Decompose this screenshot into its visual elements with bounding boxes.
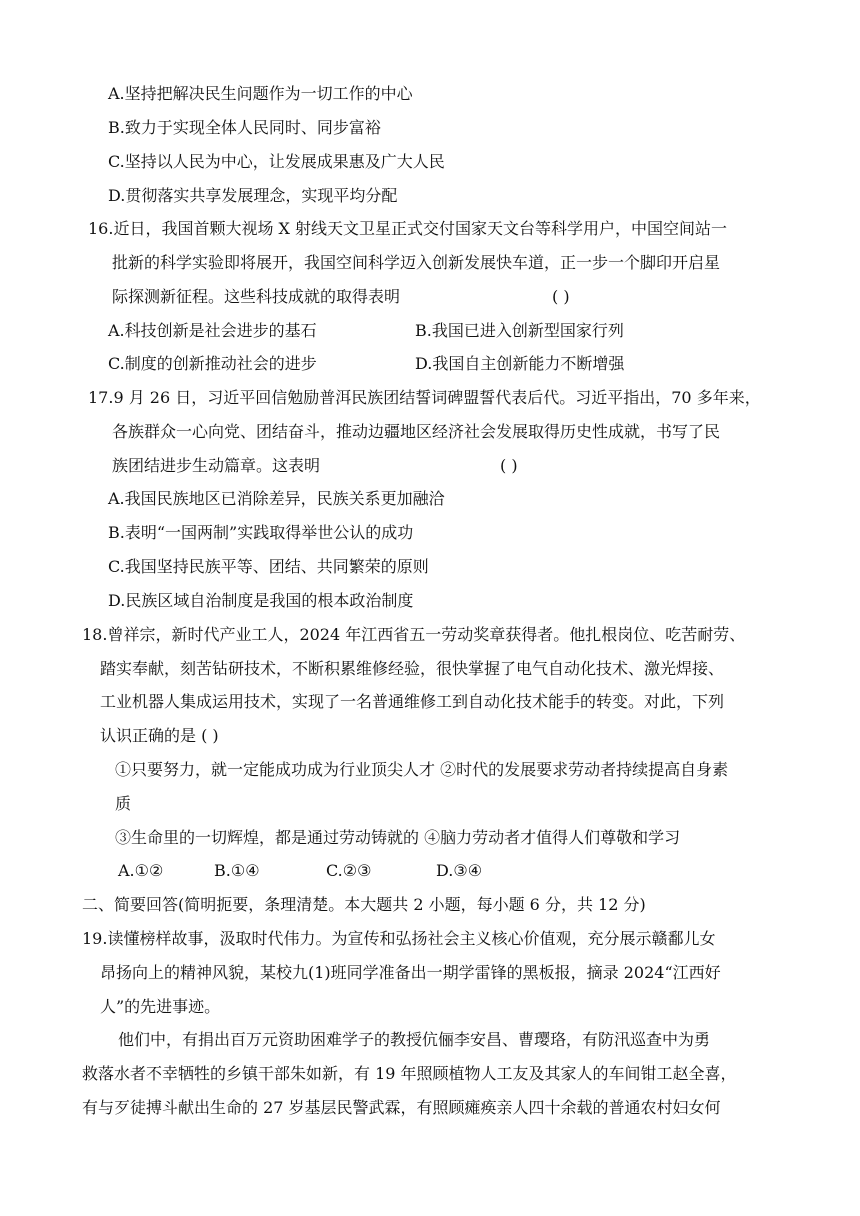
q16-option-a: A.科技创新是社会进步的基石 bbox=[108, 321, 317, 340]
q18-stem-line-2: 踏实奉献，刻苦钻研技术，不断积累维修经验，很快掌握了电气自动化技术、激光焊接、 bbox=[100, 659, 725, 678]
q18-stem-line-1: 18.曾祥宗，新时代产业工人，2024 年江西省五一劳动奖章获得者。他扎根岗位、吃苦耐劳、 bbox=[82, 625, 746, 644]
q17-stem-line-1: 17.9 月 26 日，习近平回信勉励普洱民族团结誓词碑盟誓代表后代。习近平指出，70 多年来， bbox=[88, 388, 761, 407]
q18-statement-line-2: 质 bbox=[115, 794, 132, 813]
q18-statement-line-3: ③生命里的一切辉煌，都是通过劳动铸就的 ④脑力劳动者才值得人们尊敬和学习 bbox=[115, 828, 681, 847]
q19-stem-line-2: 昂扬向上的精神风貌，某校九(1)班同学准备出一期学雷锋的黑板报，摘录 2024“江西好 bbox=[100, 963, 721, 982]
q18-statement-line-1: ①只要努力，就一定能成功成为行业顶尖人才 ②时代的发展要求劳动者持续提高自身素 bbox=[115, 760, 729, 779]
q17-option-c: C.我国坚持民族平等、团结、共同繁荣的原则 bbox=[108, 557, 429, 576]
q17-option-a: A.我国民族地区已消除差异，民族关系更加融洽 bbox=[108, 489, 445, 508]
q19-paragraph-line-1: 他们中，有捐出百万元资助困难学子的教授伉俪李安昌、曹璎珞，有防汛巡查中为勇 bbox=[118, 1030, 711, 1049]
q16-stem-line-3: 际探测新征程。这些科技成就的取得表明 bbox=[112, 287, 401, 306]
q19-stem-line-1: 19.读懂榜样故事，汲取时代伟力。为宣传和弘扬社会主义核心价值观，充分展示赣鄱儿女 bbox=[82, 929, 716, 948]
q18-option-a: A.①② bbox=[118, 861, 164, 880]
q16-stem-line-1: 16.近日，我国首颗大视场 X 射线天文卫星正式交付国家天文台等科学用户，中国空间站一 bbox=[88, 219, 728, 238]
q15-option-c: C.坚持以人民为中心，让发展成果惠及广大人民 bbox=[108, 152, 445, 171]
q18-stem-line-3: 工业机器人集成运用技术，实现了一名普通维修工到自动化技术能手的转变。对此，下列 bbox=[100, 692, 725, 711]
q17-option-b: B.表明“一国两制”实践取得举世公认的成功 bbox=[108, 523, 414, 542]
q17-stem-line-2: 各族群众一心向党、团结奋斗，推动边疆地区经济社会发展取得历史性成就，书写了民 bbox=[112, 422, 721, 441]
q15-option-d: D.贯彻落实共享发展理念，实现平均分配 bbox=[108, 186, 398, 205]
q19-paragraph-line-3: 有与歹徒搏斗献出生命的 27 岁基层民警武霖，有照顾瘫痪亲人四十余载的普通农村妇女何 bbox=[82, 1098, 721, 1117]
q16-option-b: B.我国已进入创新型国家行列 bbox=[415, 321, 624, 340]
q19-paragraph-line-2: 救落水者不幸牺牲的乡镇干部朱如新，有 19 年照顾植物人工友及其家人的车间钳工赵全喜， bbox=[82, 1064, 737, 1083]
q18-option-b: B.①④ bbox=[214, 861, 260, 880]
q15-option-b: B.致力于实现全体人民同时、同步富裕 bbox=[108, 118, 381, 137]
q19-stem-line-3: 人”的先进事迹。 bbox=[100, 997, 221, 1016]
q18-option-c: C.②③ bbox=[326, 861, 372, 880]
q16-option-d: D.我国自主创新能力不断增强 bbox=[415, 354, 625, 373]
q16-option-c: C.制度的创新推动社会的进步 bbox=[108, 354, 317, 373]
q16-answer-blank: ( ) bbox=[552, 287, 570, 306]
q17-answer-blank: ( ) bbox=[500, 456, 518, 475]
q18-stem-line-4: 认识正确的是 ( ) bbox=[100, 726, 219, 745]
q18-option-d: D.③④ bbox=[436, 861, 483, 880]
section-2-heading: 二、简要回答(简明扼要，条理清楚。本大题共 2 小题，每小题 6 分，共 12 分) bbox=[82, 895, 646, 914]
q17-option-d: D.民族区域自治制度是我国的根本政治制度 bbox=[108, 591, 414, 610]
q17-stem-line-3: 族团结进步生动篇章。这表明 bbox=[112, 456, 321, 475]
q15-option-a: A.坚持把解决民生问题作为一切工作的中心 bbox=[108, 84, 413, 103]
q16-stem-line-2: 批新的科学实验即将展开，我国空间科学迈入创新发展快车道，正一步一个脚印开启星 bbox=[112, 253, 721, 272]
